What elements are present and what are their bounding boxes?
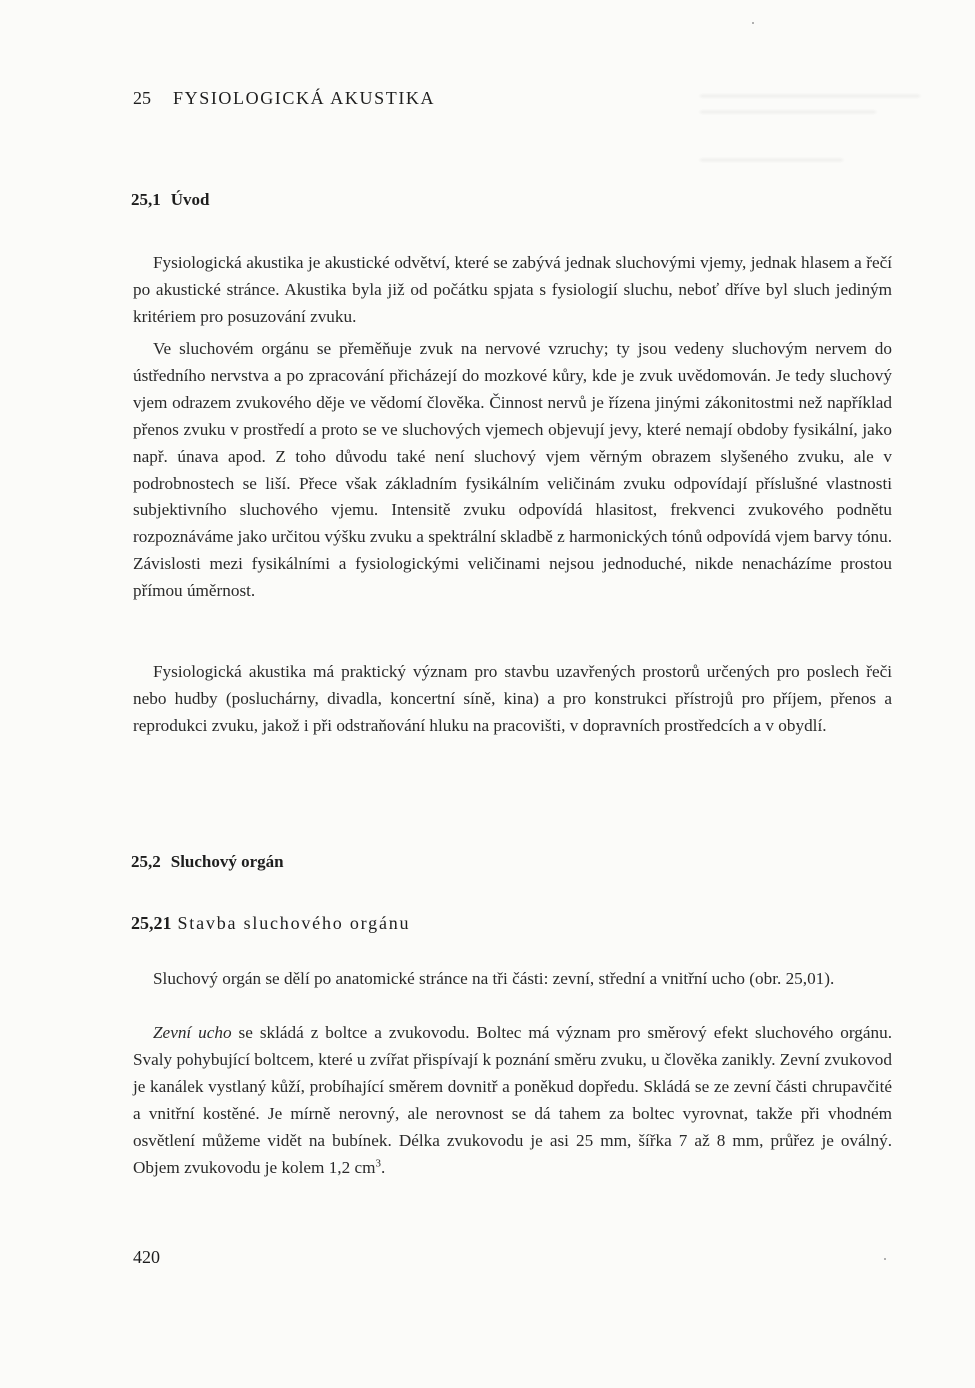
superscript: 3 <box>375 1156 381 1169</box>
subsection-heading <box>131 913 410 934</box>
section-heading-intro <box>131 190 209 210</box>
scan-speck <box>752 22 754 24</box>
subsection-number: 25,21 <box>131 913 172 933</box>
intro-paragraph-2: Ve sluchovém orgánu se přeměňuje zvuk na nervové vzruchy; ty jsou vedeny sluchovým nervem do ústředního nervstva a po zpracování přicházejí do mozkové kůry, kde je zvuk uvědomován. Je tedy sluchový vjem odrazem zvukového děje ve vědomí člověka. Činnost nervů je řízena jinými zákonitostmi než například přenos zvuku v prostředí a proto se ve sluchových vjemech objevují jevy, které nemají obdoby fysikální, jako např. únava apod. Z toho důvodu také není sluchový vjem věrným obrazem slyšeného zvuku, ale v podrobnostech se liší. Přece však základním fysikálním veličinám zvuku odpovídají příslušné vlastnosti subjektivního sluchového vjemu. Intensitě zvuku odpovídá hlasitost, frekvenci zvukového podnětu rozpoznáváme jako určitou výšku zvuku a spektrální skladbě z harmonických tónů odpovídá vjem barvy tónu. Závislosti mezi fysikálními a fysiologickými veličinami nejsou jednoduché, nikde nenacházíme prostou přímou úměrnost. <box>133 339 892 601</box>
section-heading-ear <box>131 852 284 872</box>
italic-term: Zevní ucho <box>153 1023 232 1042</box>
chapter-title: FYSIOLOGICKÁ AKUSTIKA <box>173 88 436 108</box>
section-number: 25,2 <box>131 852 161 871</box>
paragraph-text: se skládá z boltce a zvukovodu. Boltec má význam pro směrový efekt sluchového orgánu. Svaly pohybující boltcem, které u zvířat přispívají k poznání směru zvuku, u člověka zanikly. Zevní zvukovod je kanálek vystlaný kůží, probíhající směrem dovnitř a poněkud dopředu. Skládá se ze zevní části chrupavčité a vnitřní kostěné. Je mírně nerovný, ale nerovnost se dá tahem za boltec vyrovnat, takže při vhodném osvětlení můžeme vidět na bubínek. Délka zvukovodu je asi 25 mm, šířka 7 až 8 mm, průřez je oválný. Objem zvukovodu je kolem 1,2 cm <box>133 1023 892 1177</box>
chapter-heading <box>133 88 435 109</box>
paragraph-tail: . <box>381 1157 386 1177</box>
intro-paragraph-3: Fysiologická akustika má praktický význam pro stavbu uzavřených prostorů určených pro poslech řeči nebo hudby (posluchárny, divadla, koncertní síně, kina) a pro konstrukci přístrojů pro příjem, přenos a reprodukci zvuku, jakož i při odstraňování hluku na pracovišti, v dopravních prostředcích a v obydlí. <box>133 662 892 735</box>
ear-paragraph-1: Sluchový orgán se dělí po anatomické stránce na tři části: zevní, střední a vnitřní ucho (obr. 25,01). <box>153 969 835 988</box>
ear-paragraph-2 <box>133 1020 892 1181</box>
section-number: 25,1 <box>131 190 161 209</box>
intro-paragraph-1: Fysiologická akustika je akustické odvětví, které se zabývá jednak sluchovými vjemy, jednak hlasem a řečí po akustické stránce. Akustika byla již od počátku spjata s fysiologií sluchu, neboť dříve byl sluch jediným kritériem pro posuzování zvuku. <box>133 253 892 326</box>
subsection-title: Stavba sluchového orgánu <box>177 913 411 933</box>
section-title: Úvod <box>170 190 210 209</box>
chapter-number: 25 <box>133 88 151 108</box>
section-title: Sluchový orgán <box>170 852 284 871</box>
page-number: 420 <box>133 1247 160 1267</box>
show-through-text <box>700 85 920 225</box>
scan-speck <box>884 1258 886 1260</box>
